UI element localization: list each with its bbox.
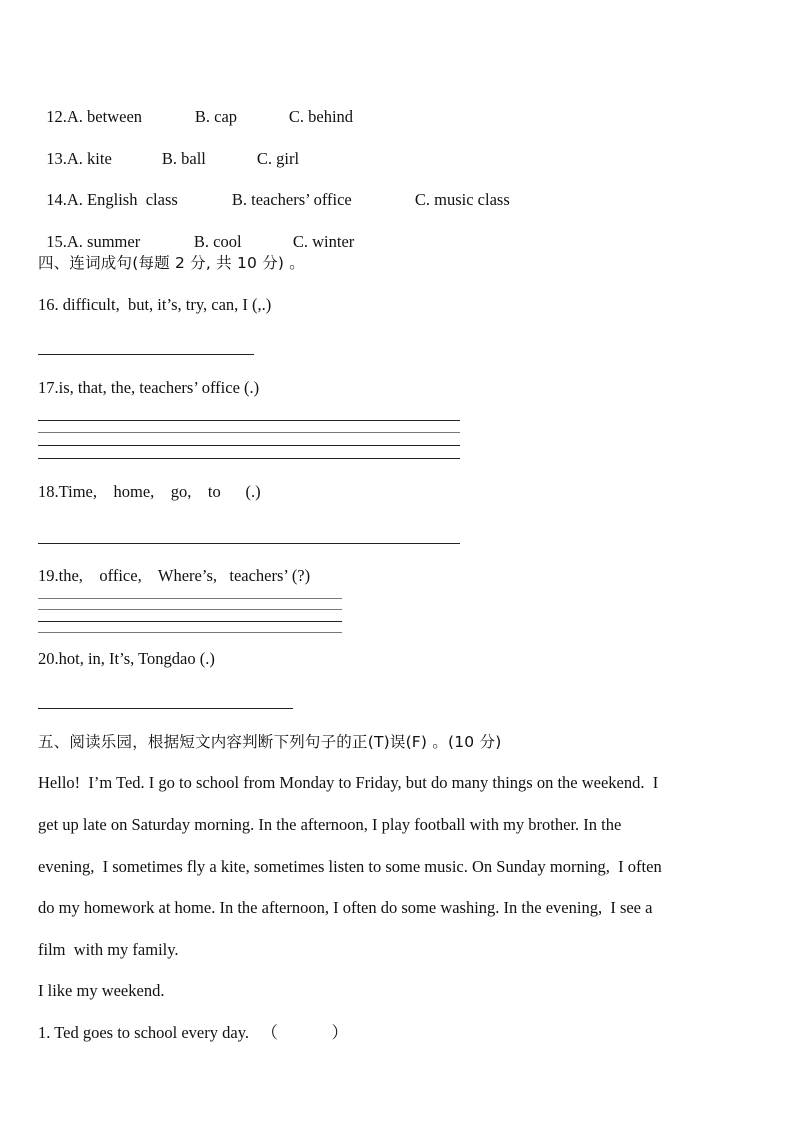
- option-a: A. summer: [66, 232, 141, 251]
- passage-line: I like my weekend.: [38, 981, 165, 1000]
- sentence-item-20: 20.hot, in, It’s, Tongdao (.): [38, 649, 215, 668]
- answer-line-17b: [38, 432, 460, 433]
- option-a: A. English class: [66, 190, 178, 209]
- option-b: B. ball: [161, 149, 206, 168]
- option-c: C. music class: [414, 190, 510, 209]
- option-row-13: [38, 129, 299, 169]
- option-row-14: [38, 170, 510, 210]
- answer-line-19b: [38, 609, 342, 610]
- answer-line-19c: [38, 621, 342, 622]
- option-b: B. teachers’ office: [231, 190, 352, 209]
- option-a: A. kite: [66, 149, 112, 168]
- option-c: C. behind: [288, 107, 354, 126]
- answer-line-19[interactable]: [38, 598, 342, 599]
- sentence-item-18: 18.Time, home, go, to (.): [38, 482, 261, 501]
- judgement-question-1[interactable]: 1. Ted goes to school every day. （ ）: [38, 1023, 349, 1042]
- option-c: C. girl: [256, 149, 300, 168]
- sentence-item-17: 17.is, that, the, teachers’ office (.): [38, 378, 260, 397]
- answer-line-16[interactable]: [38, 354, 254, 355]
- option-row-12: [38, 87, 353, 127]
- answer-line-17[interactable]: [38, 420, 460, 421]
- option-a: A. between: [66, 107, 143, 126]
- passage-line: get up late on Saturday morning. In the afternoon, I play football with my brother. In the: [38, 815, 622, 834]
- section-4-heading: 四、连词成句(每题 2 分, 共 10 分) 。: [38, 254, 305, 272]
- passage-line: film with my family.: [38, 940, 179, 959]
- option-row-15: [38, 212, 354, 252]
- option-c: C. winter: [292, 232, 355, 251]
- answer-line-20[interactable]: [38, 708, 293, 709]
- section-5-heading: 五、阅读乐园，根据短文内容判断下列句子的正(T)误(F) 。(10 分): [38, 733, 502, 751]
- passage-line: do my homework at home. In the afternoon, I often do some washing. In the evening, I see a: [38, 898, 653, 917]
- passage-line: evening, I sometimes fly a kite, sometimes listen to some music. On Sunday morning, I often: [38, 857, 662, 876]
- question-number: 13.: [46, 149, 67, 168]
- answer-line-17d: [38, 458, 460, 459]
- answer-line-17c: [38, 445, 460, 446]
- option-b: B. cool: [193, 232, 242, 251]
- question-number: 14.: [46, 190, 67, 209]
- answer-line-18[interactable]: [38, 543, 460, 544]
- passage-line: Hello! I’m Ted. I go to school from Monday to Friday, but do many things on the weekend. I: [38, 773, 659, 792]
- question-number: 15.: [46, 232, 67, 251]
- question-number: 12.: [46, 107, 67, 126]
- sentence-item-16: 16. difficult, but, it’s, try, can, I (,.): [38, 295, 272, 314]
- sentence-item-19: 19.the, office, Where’s, teachers’ (?): [38, 566, 311, 585]
- option-b: B. cap: [194, 107, 238, 126]
- answer-line-19d: [38, 632, 342, 633]
